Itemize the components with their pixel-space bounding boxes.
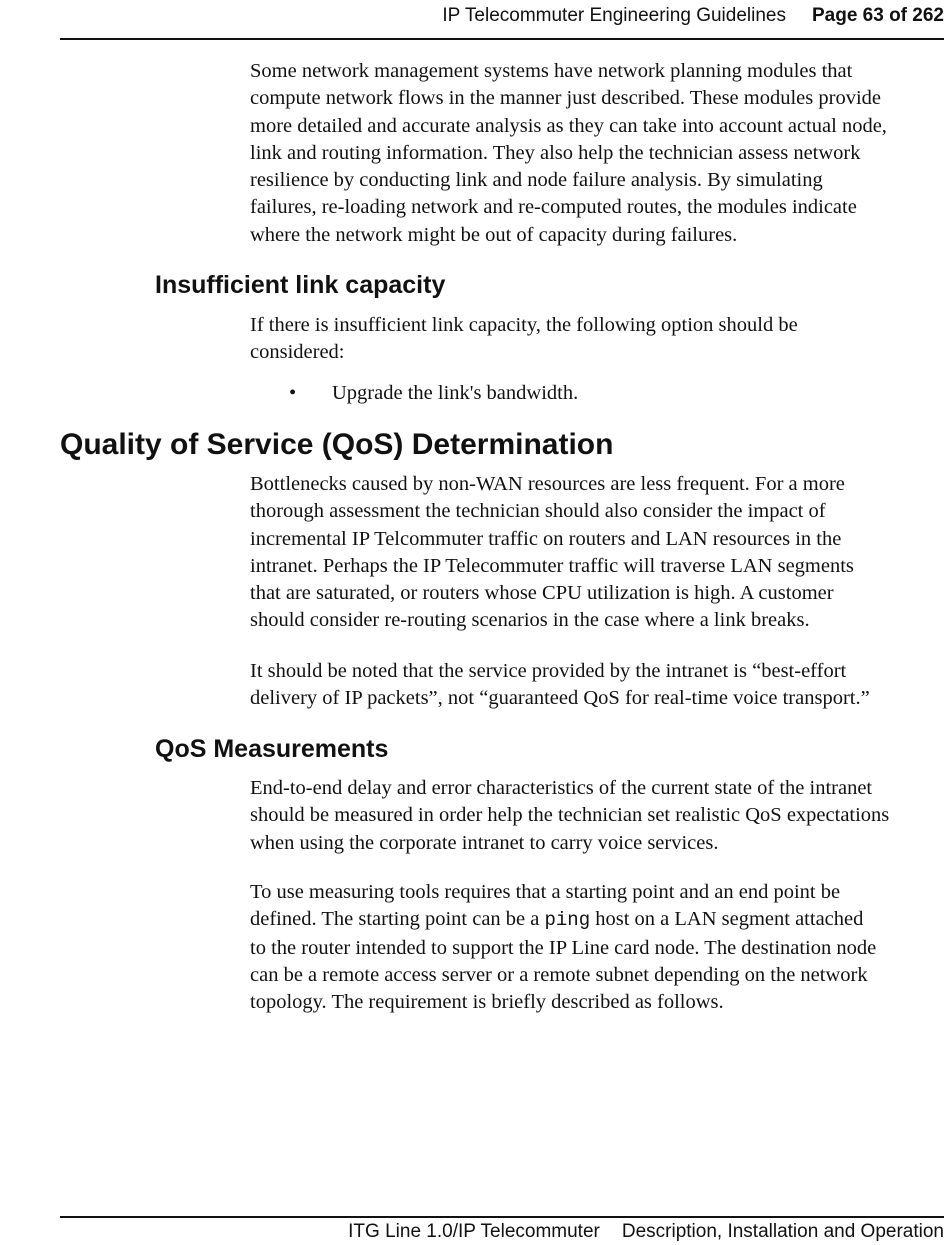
qos-paragraph-1: Bottlenecks caused by non-WAN resources are less frequent. For a more thorough assessment the technician should also consider the impact of incremental IP Telcommuter traffic on routers and LAN resources in the intranet. Perhaps the IP Telecommuter traffic will traverse LAN segments that are saturated, or routers whose CPU utilization is high. A customer should consider re-routing scenarios in the case where a link breaks. xyxy=(250,473,854,632)
heading-insufficient-link-capacity: Insufficient link capacity xyxy=(155,271,446,299)
footer-doc-title: Description, Installation and Operation xyxy=(621,1221,944,1242)
footer-product: ITG Line 1.0/IP Telecommuter xyxy=(348,1221,600,1242)
heading-qos-determination: Quality of Service (QoS) Determination xyxy=(60,428,614,461)
header-rule xyxy=(60,38,944,40)
header-doc-title: IP Telecommuter Engineering Guidelines xyxy=(442,5,786,26)
measurements-paragraph-1: End-to-end delay and error characteristics of the current state of the intranet should be measured in order help the technician set realistic QoS expectations when using the corporate intranet to carry voice services. xyxy=(250,777,890,854)
measurements-paragraph-2 xyxy=(250,879,944,1016)
heading-qos-measurements: QoS Measurements xyxy=(155,735,389,763)
intro-paragraph: Some network management systems have network planning modules that compute network flows in the manner just described. These modules provide more detailed and accurate analysis as they can take into account actual node, link and routing information. They also help the technician assess network resilience by conducting link and node failure analysis. By simulating failures, re-loading network and re-computed routes, the modules indicate where the network might be out of capacity during failures. xyxy=(250,60,887,246)
page-header xyxy=(442,4,944,28)
link-capacity-paragraph: If there is insufficient link capacity, the following option should be considered: xyxy=(250,314,798,364)
measurements-text-part2: host on a LAN segment attached to the router intended to support the IP Line card node. The destination node can be a remote access server or a remote subnet depending on the network topology. The requirement is briefly described as follows. xyxy=(250,908,877,1014)
page-number: Page 63 of 262 xyxy=(811,5,944,26)
footer-rule xyxy=(60,1216,944,1218)
page-footer xyxy=(348,1220,944,1244)
bullet-item: Upgrade the link's bandwidth. xyxy=(332,382,579,404)
measurements-text-part1: To use measuring tools requires that a starting point and an end point be defined. The starting point can be a xyxy=(250,881,841,931)
bullet-marker: • xyxy=(289,382,297,404)
qos-paragraph-2: It should be noted that the service provided by the intranet is “best-effort delivery of IP packets”, not “guaranteed QoS for real-time voice transport.” xyxy=(250,660,870,710)
ping-code: ping xyxy=(544,909,591,932)
